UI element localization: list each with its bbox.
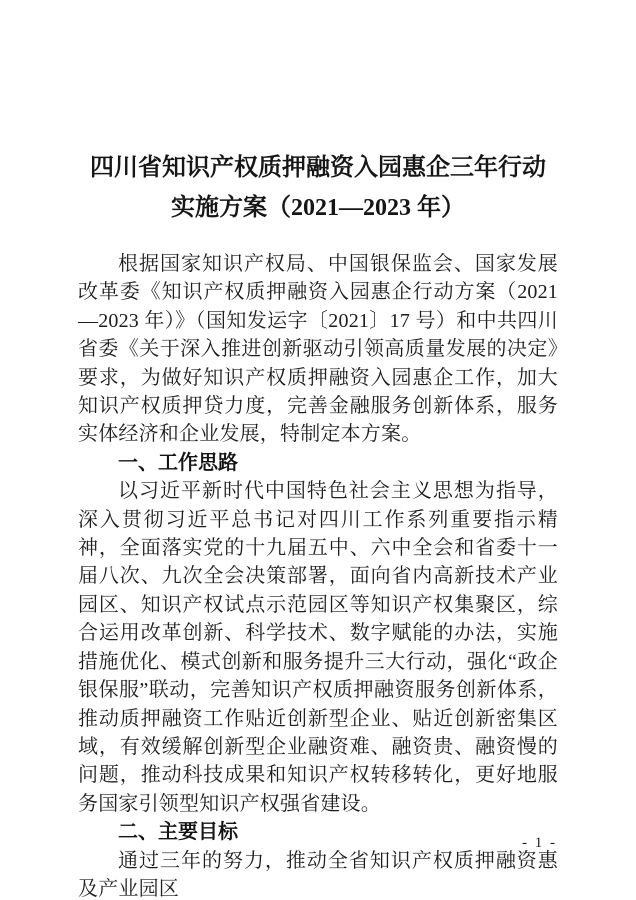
section-heading-main-goals: 二、主要目标 xyxy=(118,821,238,844)
document-content xyxy=(78,0,558,900)
paragraph-basis-intro: 根据国家知识产权局、中国银保监会、国家发展改革委《知识产权质押融资入园惠企行动方案（2021—2023 年）》（国知发运字〔2021〕17 号）和中共四川省委《关于深入推进创新驱动引领高质量发展的决定》要求，为做好知识产权质押融资入园惠企工作，加大知识产权质押贷力度，完善金融服务创新体系，服务实体经济和企业发展，特制定本方案。 xyxy=(78,253,558,446)
paragraph-main-goals-partial: 通过三年的努力，推动全省知识产权质押融资惠及产业园区 xyxy=(78,849,558,900)
section-heading-work-approach: 一、工作思路 xyxy=(118,451,238,474)
document-title xyxy=(78,148,558,228)
paragraph-work-approach: 以习近平新时代中国特色社会主义思想为指导，深入贯彻习近平总书记对四川工作系列重要指示精神，全面落实党的十九届五中、六中全会和省委十一届八次、九次全会决策部署，面向省内高新技术产业园区、知识产权试点示范园区等知识产权集聚区，综合运用改革创新、科学技术、数字赋能的办法，实施措施优化、模式创新和服务提升三大行动，强化“政企银保服”联动，完善知识产权质押融资服务创新体系，推动质押融资工作贴近创新型企业、贴近创新密集区域，有效缓解创新型企业融资难、融资贵、融资慢的问题，推动科技成果和知识产权转移转化，更好地服务国家引领型知识产权强省建设。 xyxy=(78,480,558,815)
document-title-line-1: 四川省知识产权质押融资入园惠企三年行动 xyxy=(90,155,546,181)
document-title-line-2: 实施方案（2021—2023 年） xyxy=(171,195,465,221)
page-number: - 1 - xyxy=(522,835,557,851)
